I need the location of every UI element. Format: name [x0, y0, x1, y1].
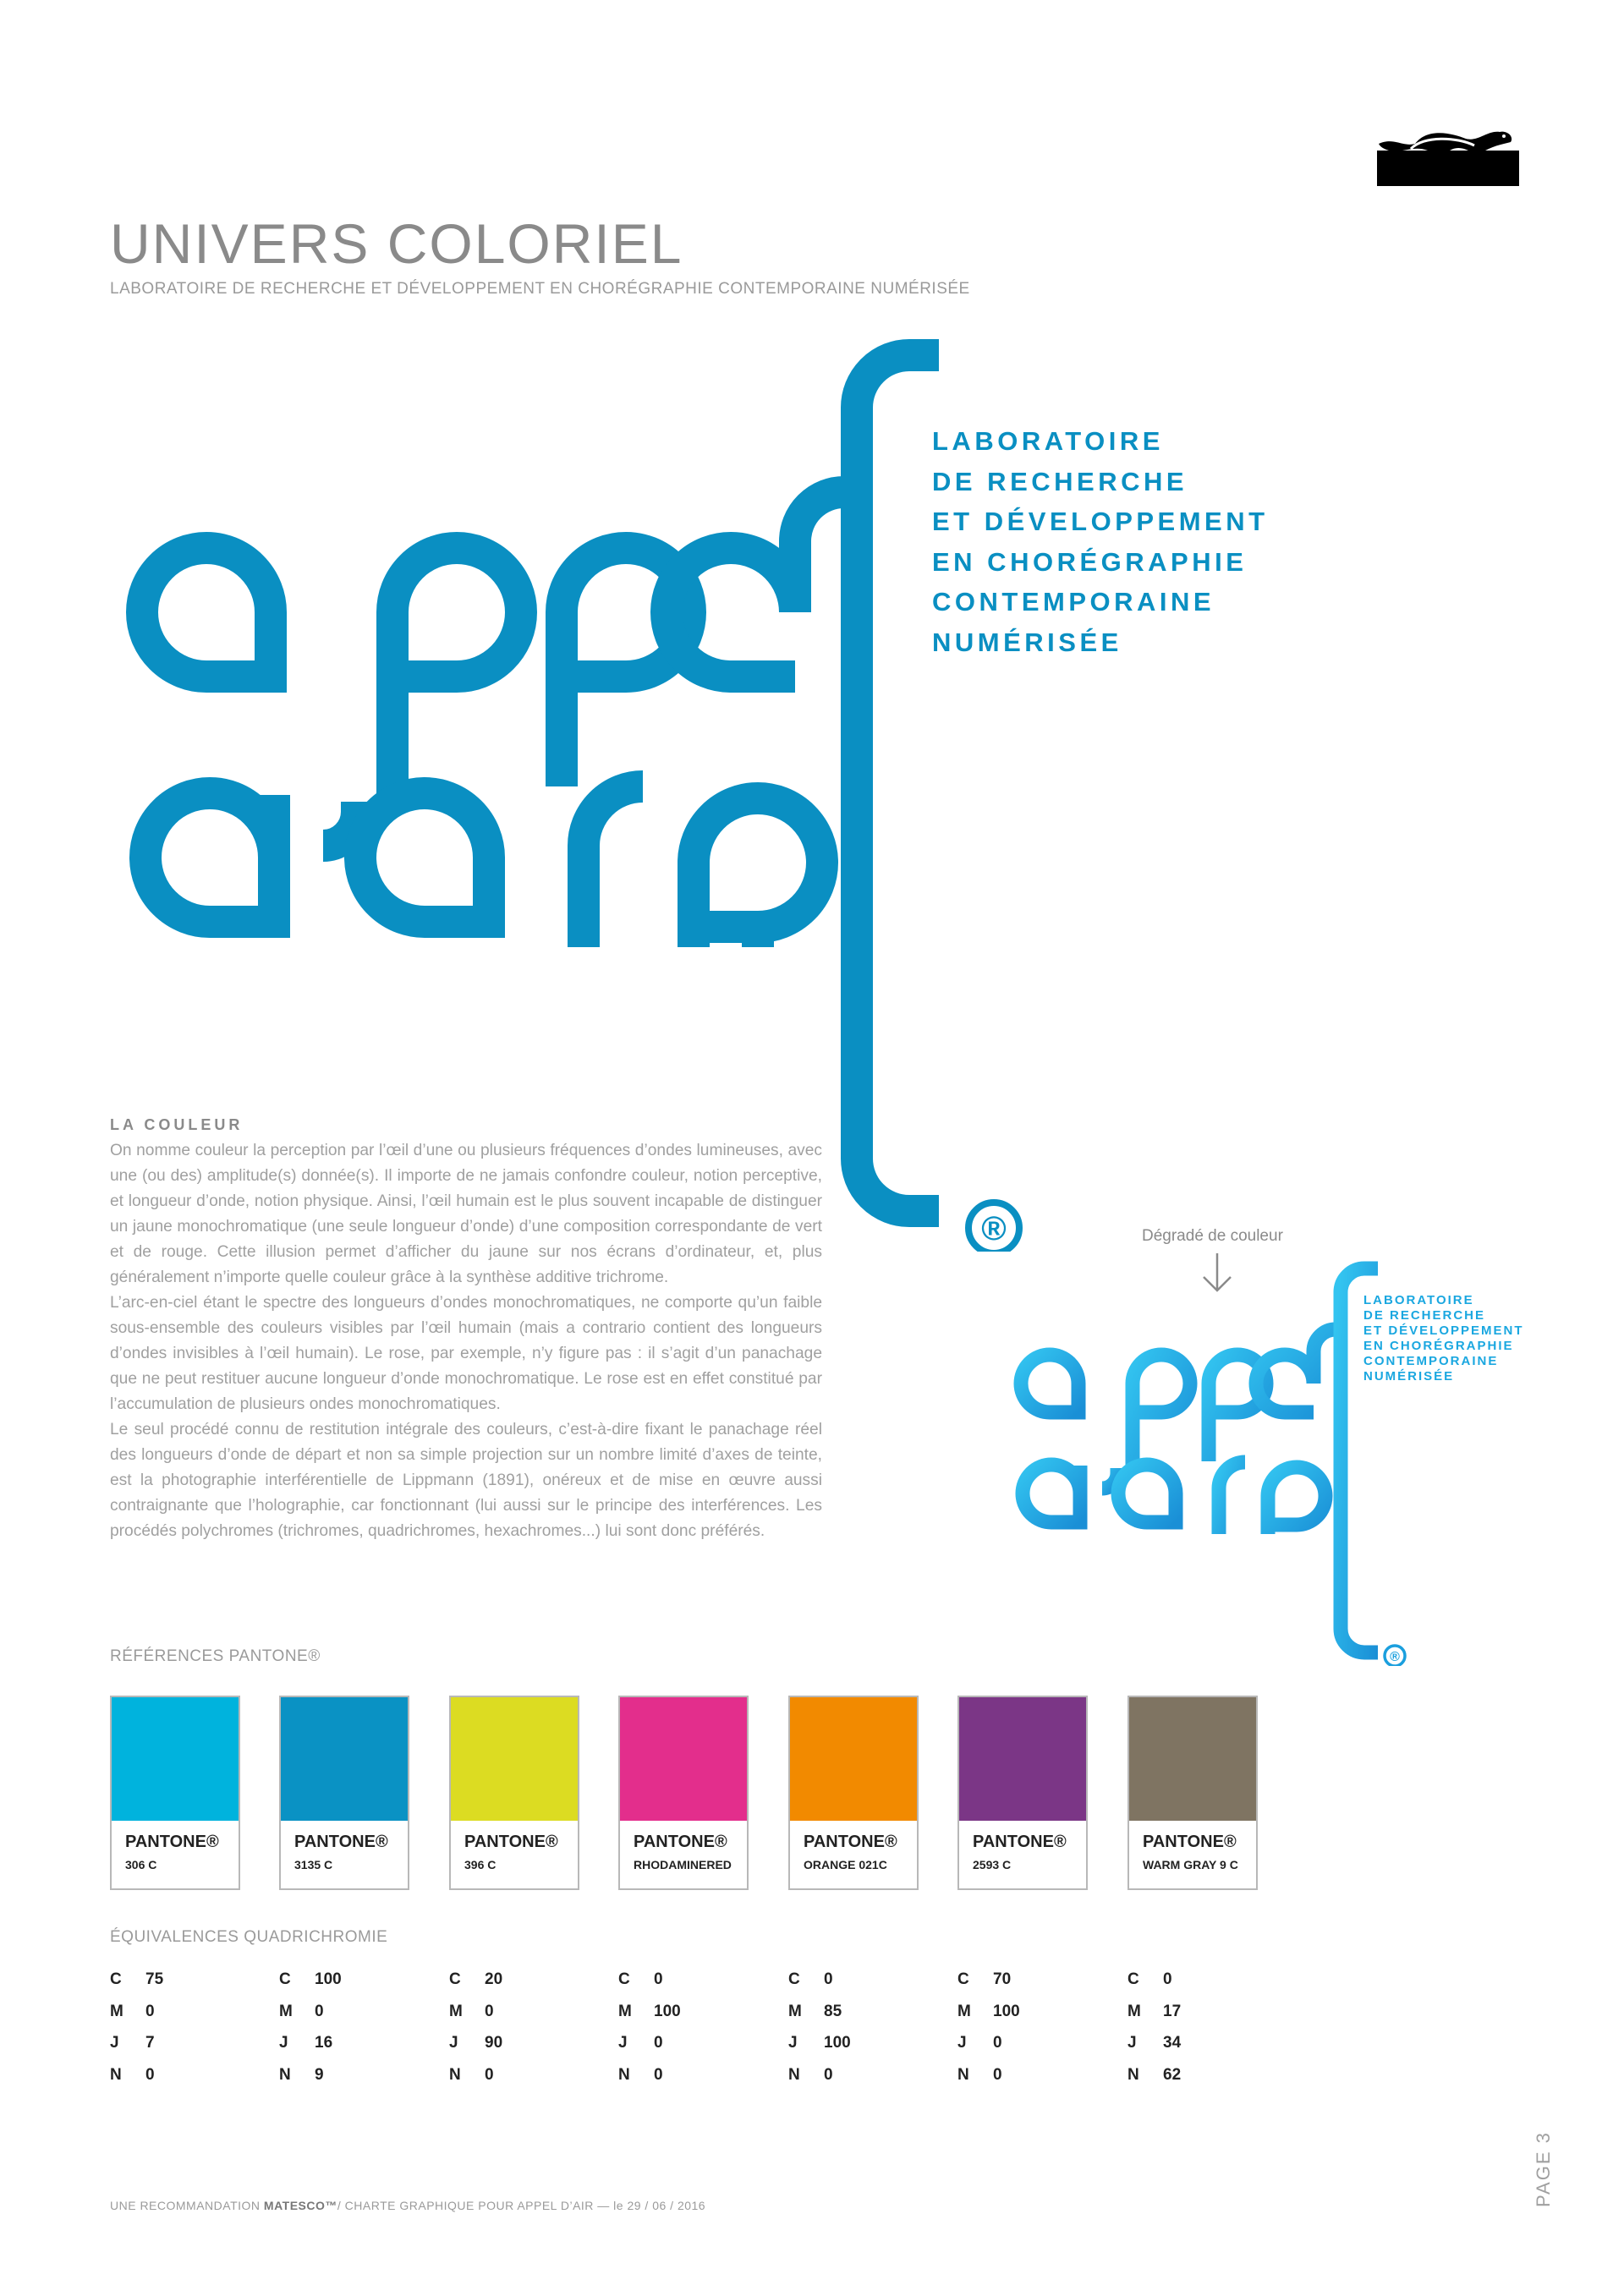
swatch-name: PANTONE®: [1143, 1833, 1237, 1851]
quad-label: C: [110, 1970, 122, 1988]
swatch-ref: ORANGE 021C: [804, 1858, 887, 1871]
gradient-tagline-line: EN CHORÉGRAPHIE: [1363, 1339, 1514, 1353]
quad-value: 0: [315, 2002, 324, 2020]
page-subtitle: LABORATOIRE DE RECHERCHE ET DÉVELOPPEMENT EN CHORÉGRAPHIE CONTEMPORAINE NUMÉRISÉE: [110, 280, 970, 298]
pantone-swatch: [110, 1696, 240, 1890]
quad-label: J: [279, 2034, 288, 2052]
quad-label: M: [110, 2002, 123, 2020]
body-paragraph: L’arc-en-ciel étant le spectre des longueurs d’ondes monochromatiques, ne comporte qu’un faible sous-ensemble des couleurs visibles par l’œil humain (mais a contrario contient des longueurs d’ondes invisibles à l’œil humain). Le rose, par exemple, n’y figure pas : il s’agit d’un panachage que ne peut restituer aucune longueur d’onde monochromatique. Le rose est en effet constitué par l’accumulation de plusieurs ondes monochromatiques.: [110, 1294, 822, 1413]
swatch-ref: RHODAMINERED: [634, 1858, 732, 1871]
quad-value: 0: [485, 2065, 494, 2084]
swatch-name: PANTONE®: [294, 1833, 388, 1851]
pantone-swatch: [957, 1696, 1088, 1890]
body-paragraph: On nomme couleur la perception par l’œil d’une ou plusieurs fréquences d’ondes lumineuses, avec une (ou des) amplitude(s) donnée(s). Il importe de ne jamais confondre couleur, notion perceptive, et longueur d’onde, notion physique. Ainsi, l’œil humain est le plus souvent incapable de distinguer un jaune monochromatique (une seule longueur d’onde) d’une composition correspondante de vert et de rouge. Cette illusion permet d’afficher du jaune sur nos écrans d’ordinateur, et, plus généralement n’importe quelle couleur grâce à la synthèse additive trichrome.: [110, 1142, 822, 1286]
quad-value: 0: [1163, 1970, 1172, 1988]
pantone-swatch: [618, 1696, 749, 1890]
quad-value: 9: [315, 2065, 324, 2084]
quad-value: 0: [145, 2002, 155, 2020]
swatch-name: PANTONE®: [634, 1833, 727, 1851]
quad-label: C: [279, 1970, 291, 1988]
quad-label: M: [449, 2002, 463, 2020]
quad-column: [1127, 1970, 1254, 2097]
swatch-ref: 3135 C: [294, 1858, 333, 1871]
quad-value: 20: [485, 1970, 503, 1988]
quad-value: 17: [1163, 2002, 1182, 2020]
quad-label: M: [1127, 2002, 1141, 2020]
registered-mark-small: ®: [1390, 1650, 1400, 1664]
quad-label: J: [788, 2034, 798, 2052]
quad-value: 0: [145, 2065, 155, 2084]
gradient-tagline-line: DE RECHERCHE: [1363, 1308, 1486, 1323]
gradient-caption: Dégradé de couleur: [1142, 1227, 1283, 1245]
quad-label: C: [449, 1970, 461, 1988]
gradient-logo: [1002, 1260, 1408, 1666]
logo-tagline-line: LABORATOIRE: [932, 426, 1164, 456]
logo-tagline-line: ET DÉVELOPPEMENT: [932, 507, 1269, 536]
logo-tagline-line: EN CHORÉGRAPHIE: [932, 546, 1248, 577]
quad-label: N: [957, 2065, 969, 2084]
quad-value: 75: [145, 1970, 164, 1988]
quad-column: [110, 1970, 237, 2097]
swatch-color: [112, 1697, 239, 1821]
quad-label: C: [957, 1970, 969, 1988]
quad-column: [618, 1970, 745, 2097]
swatch-color: [1129, 1697, 1256, 1821]
quad-value: 90: [485, 2034, 503, 2052]
quad-label: N: [110, 2065, 122, 2084]
quad-value: 100: [315, 1970, 342, 1988]
gradient-tagline-line: LABORATOIRE: [1363, 1293, 1474, 1307]
section-heading: LA COULEUR: [110, 1116, 244, 1133]
logo-tagline-line: CONTEMPORAINE: [932, 587, 1215, 616]
weasel-logo-icon: [1377, 118, 1519, 186]
quad-value: 100: [654, 2002, 681, 2020]
pantone-swatch: [1127, 1696, 1258, 1890]
quad-label: C: [1127, 1970, 1139, 1988]
swatch-ref: 2593 C: [973, 1858, 1012, 1871]
quad-value: 0: [654, 2065, 663, 2084]
footer-suffix: / CHARTE GRAPHIQUE POUR APPEL D’AIR — le 29 / 06 / 2016: [337, 2199, 706, 2212]
quad-label: N: [618, 2065, 630, 2084]
quad-column: [279, 1970, 406, 2097]
quad-label: J: [1127, 2034, 1137, 2052]
quad-value: 62: [1163, 2065, 1182, 2084]
quad-value: 0: [824, 1970, 833, 1988]
appel-dair-logo: [102, 338, 1032, 1252]
swatch-name: PANTONE®: [804, 1833, 897, 1851]
swatch-color: [959, 1697, 1086, 1821]
quad-value: 100: [993, 2002, 1020, 2020]
quad-label: N: [279, 2065, 291, 2084]
quad-label: J: [957, 2034, 967, 2052]
logo-tagline-line: NUMÉRISÉE: [932, 627, 1122, 657]
quad-value: 0: [654, 2034, 663, 2052]
pantone-heading: RÉFÉRENCES PANTONE®: [110, 1647, 321, 1665]
gradient-logo-tagline: [1363, 1293, 1524, 1384]
quad-value: 100: [824, 2034, 851, 2052]
swatch-color: [451, 1697, 578, 1821]
body-text: [110, 1138, 822, 1544]
quad-label: M: [618, 2002, 632, 2020]
swatch-color: [790, 1697, 917, 1821]
quad-label: J: [449, 2034, 458, 2052]
footer: [110, 2199, 705, 2212]
pantone-swatch: [279, 1696, 409, 1890]
footer-brand: MATESCO™: [263, 2199, 337, 2212]
quad-column: [957, 1970, 1084, 2097]
quad-value: 7: [145, 2034, 155, 2052]
registered-mark: ®: [981, 1210, 1007, 1247]
quad-value: 0: [485, 2002, 494, 2020]
quad-value: 70: [993, 1970, 1012, 1988]
gradient-tagline-line: ET DÉVELOPPEMENT: [1363, 1323, 1524, 1338]
swatch-color: [620, 1697, 747, 1821]
quad-column: [449, 1970, 576, 2097]
footer-prefix: UNE RECOMMANDATION: [110, 2199, 264, 2212]
quad-value: 0: [824, 2065, 833, 2084]
quad-label: J: [618, 2034, 628, 2052]
quad-value: 0: [993, 2034, 1002, 2052]
quad-value: 85: [824, 2002, 842, 2020]
swatch-ref: WARM GRAY 9 C: [1143, 1858, 1238, 1871]
quadrichromie-heading: ÉQUIVALENCES QUADRICHROMIE: [110, 1928, 388, 1946]
gradient-tagline-line: NUMÉRISÉE: [1363, 1369, 1455, 1384]
swatch-color: [281, 1697, 408, 1821]
body-paragraph: Le seul procédé connu de restitution intégrale des couleurs, c’est-à-dire fixant le panachage réel des longueurs d’onde de départ et non sa simple projection sur un nombre limité d’axes de teinte, est la photographie interférentielle de Lippmann (1891), onéreux et de mise en œuvre aussi contraignante que l’holographie, car fonctionnant (lui aussi sur le principe des interférences. Les procédés polychromes (trichromes, quadrichromes, hexachromes...) lui sont donc préférés.: [110, 1421, 822, 1540]
quad-value: 16: [315, 2034, 333, 2052]
quad-label: C: [618, 1970, 630, 1988]
quad-label: M: [788, 2002, 802, 2020]
quad-value: 34: [1163, 2034, 1182, 2052]
swatch-ref: 396 C: [464, 1858, 497, 1871]
quad-label: C: [788, 1970, 800, 1988]
swatch-name: PANTONE®: [464, 1833, 558, 1851]
quad-label: N: [788, 2065, 800, 2084]
quad-label: J: [110, 2034, 119, 2052]
swatch-ref: 306 C: [125, 1858, 157, 1871]
pantone-swatch: [449, 1696, 579, 1890]
page-number: PAGE 3: [1533, 2131, 1554, 2207]
logo-tagline: [932, 421, 1269, 662]
quad-label: N: [449, 2065, 461, 2084]
page-title: UNIVERS COLORIEL: [110, 212, 683, 275]
swatch-name: PANTONE®: [973, 1833, 1067, 1851]
pantone-swatch: [788, 1696, 919, 1890]
quad-label: N: [1127, 2065, 1139, 2084]
gradient-tagline-line: CONTEMPORAINE: [1363, 1354, 1499, 1368]
quad-column: [788, 1970, 915, 2097]
quad-value: 0: [654, 1970, 663, 1988]
quad-label: M: [957, 2002, 971, 2020]
quad-value: 0: [993, 2065, 1002, 2084]
swatch-name: PANTONE®: [125, 1833, 219, 1851]
quad-label: M: [279, 2002, 293, 2020]
logo-tagline-line: DE RECHERCHE: [932, 466, 1188, 496]
